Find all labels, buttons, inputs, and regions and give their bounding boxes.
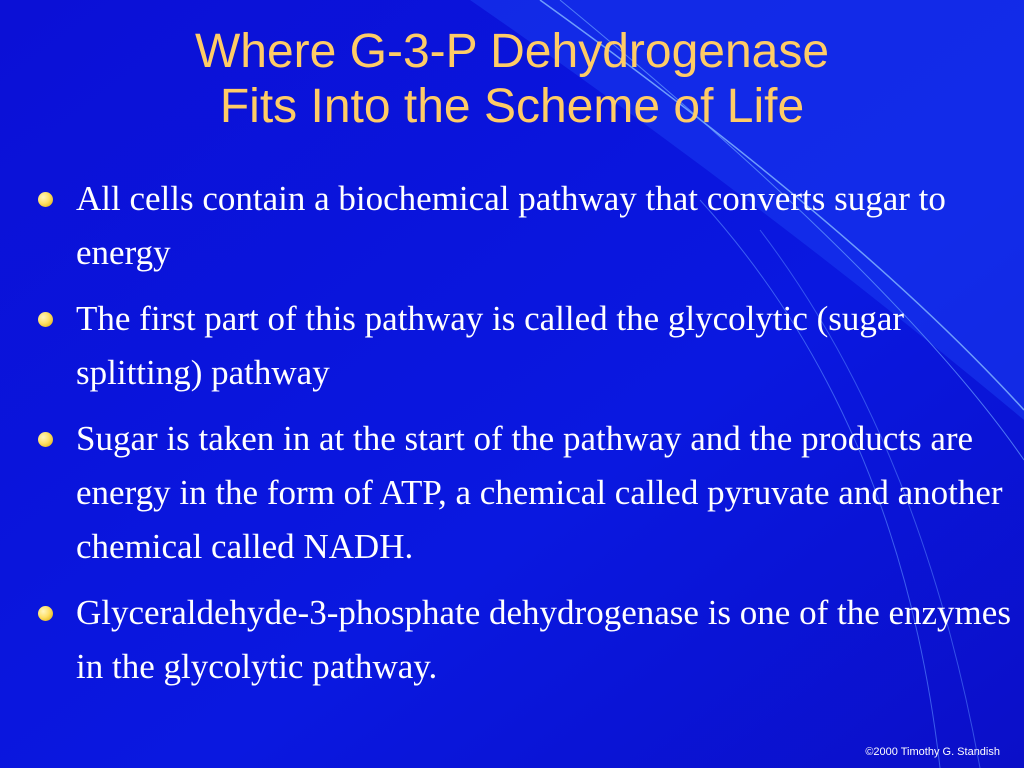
bullet-text: Sugar is taken in at the start of the pathway and the products are energy in the form of ATP, a chemical called pyruvate and another chemical called NADH. <box>76 419 1003 566</box>
slide-title <box>0 24 1024 134</box>
bullet-item <box>38 292 1018 400</box>
bullet-item <box>38 172 1018 280</box>
bullet-text: Glyceraldehyde-3-phosphate dehydrogenase is one of the enzymes in the glycolytic pathway. <box>76 593 1011 686</box>
bullet-text: The first part of this pathway is called the glycolytic (sugar splitting) pathway <box>76 299 905 392</box>
bullet-dot-icon <box>38 312 53 327</box>
title-line-2: Fits Into the Scheme of Life <box>219 80 805 133</box>
bullet-item <box>38 412 1018 574</box>
bullet-dot-icon <box>38 606 53 621</box>
bullet-dot-icon <box>38 192 53 207</box>
bullet-dot-icon <box>38 432 53 447</box>
bullet-text: All cells contain a biochemical pathway that converts sugar to energy <box>76 179 946 272</box>
copyright-footer: ©2000 Timothy G. Standish <box>865 746 1000 758</box>
title-line-1: Where G-3-P Dehydrogenase <box>194 25 830 78</box>
bullet-list <box>38 172 1018 706</box>
bullet-item <box>38 586 1018 694</box>
